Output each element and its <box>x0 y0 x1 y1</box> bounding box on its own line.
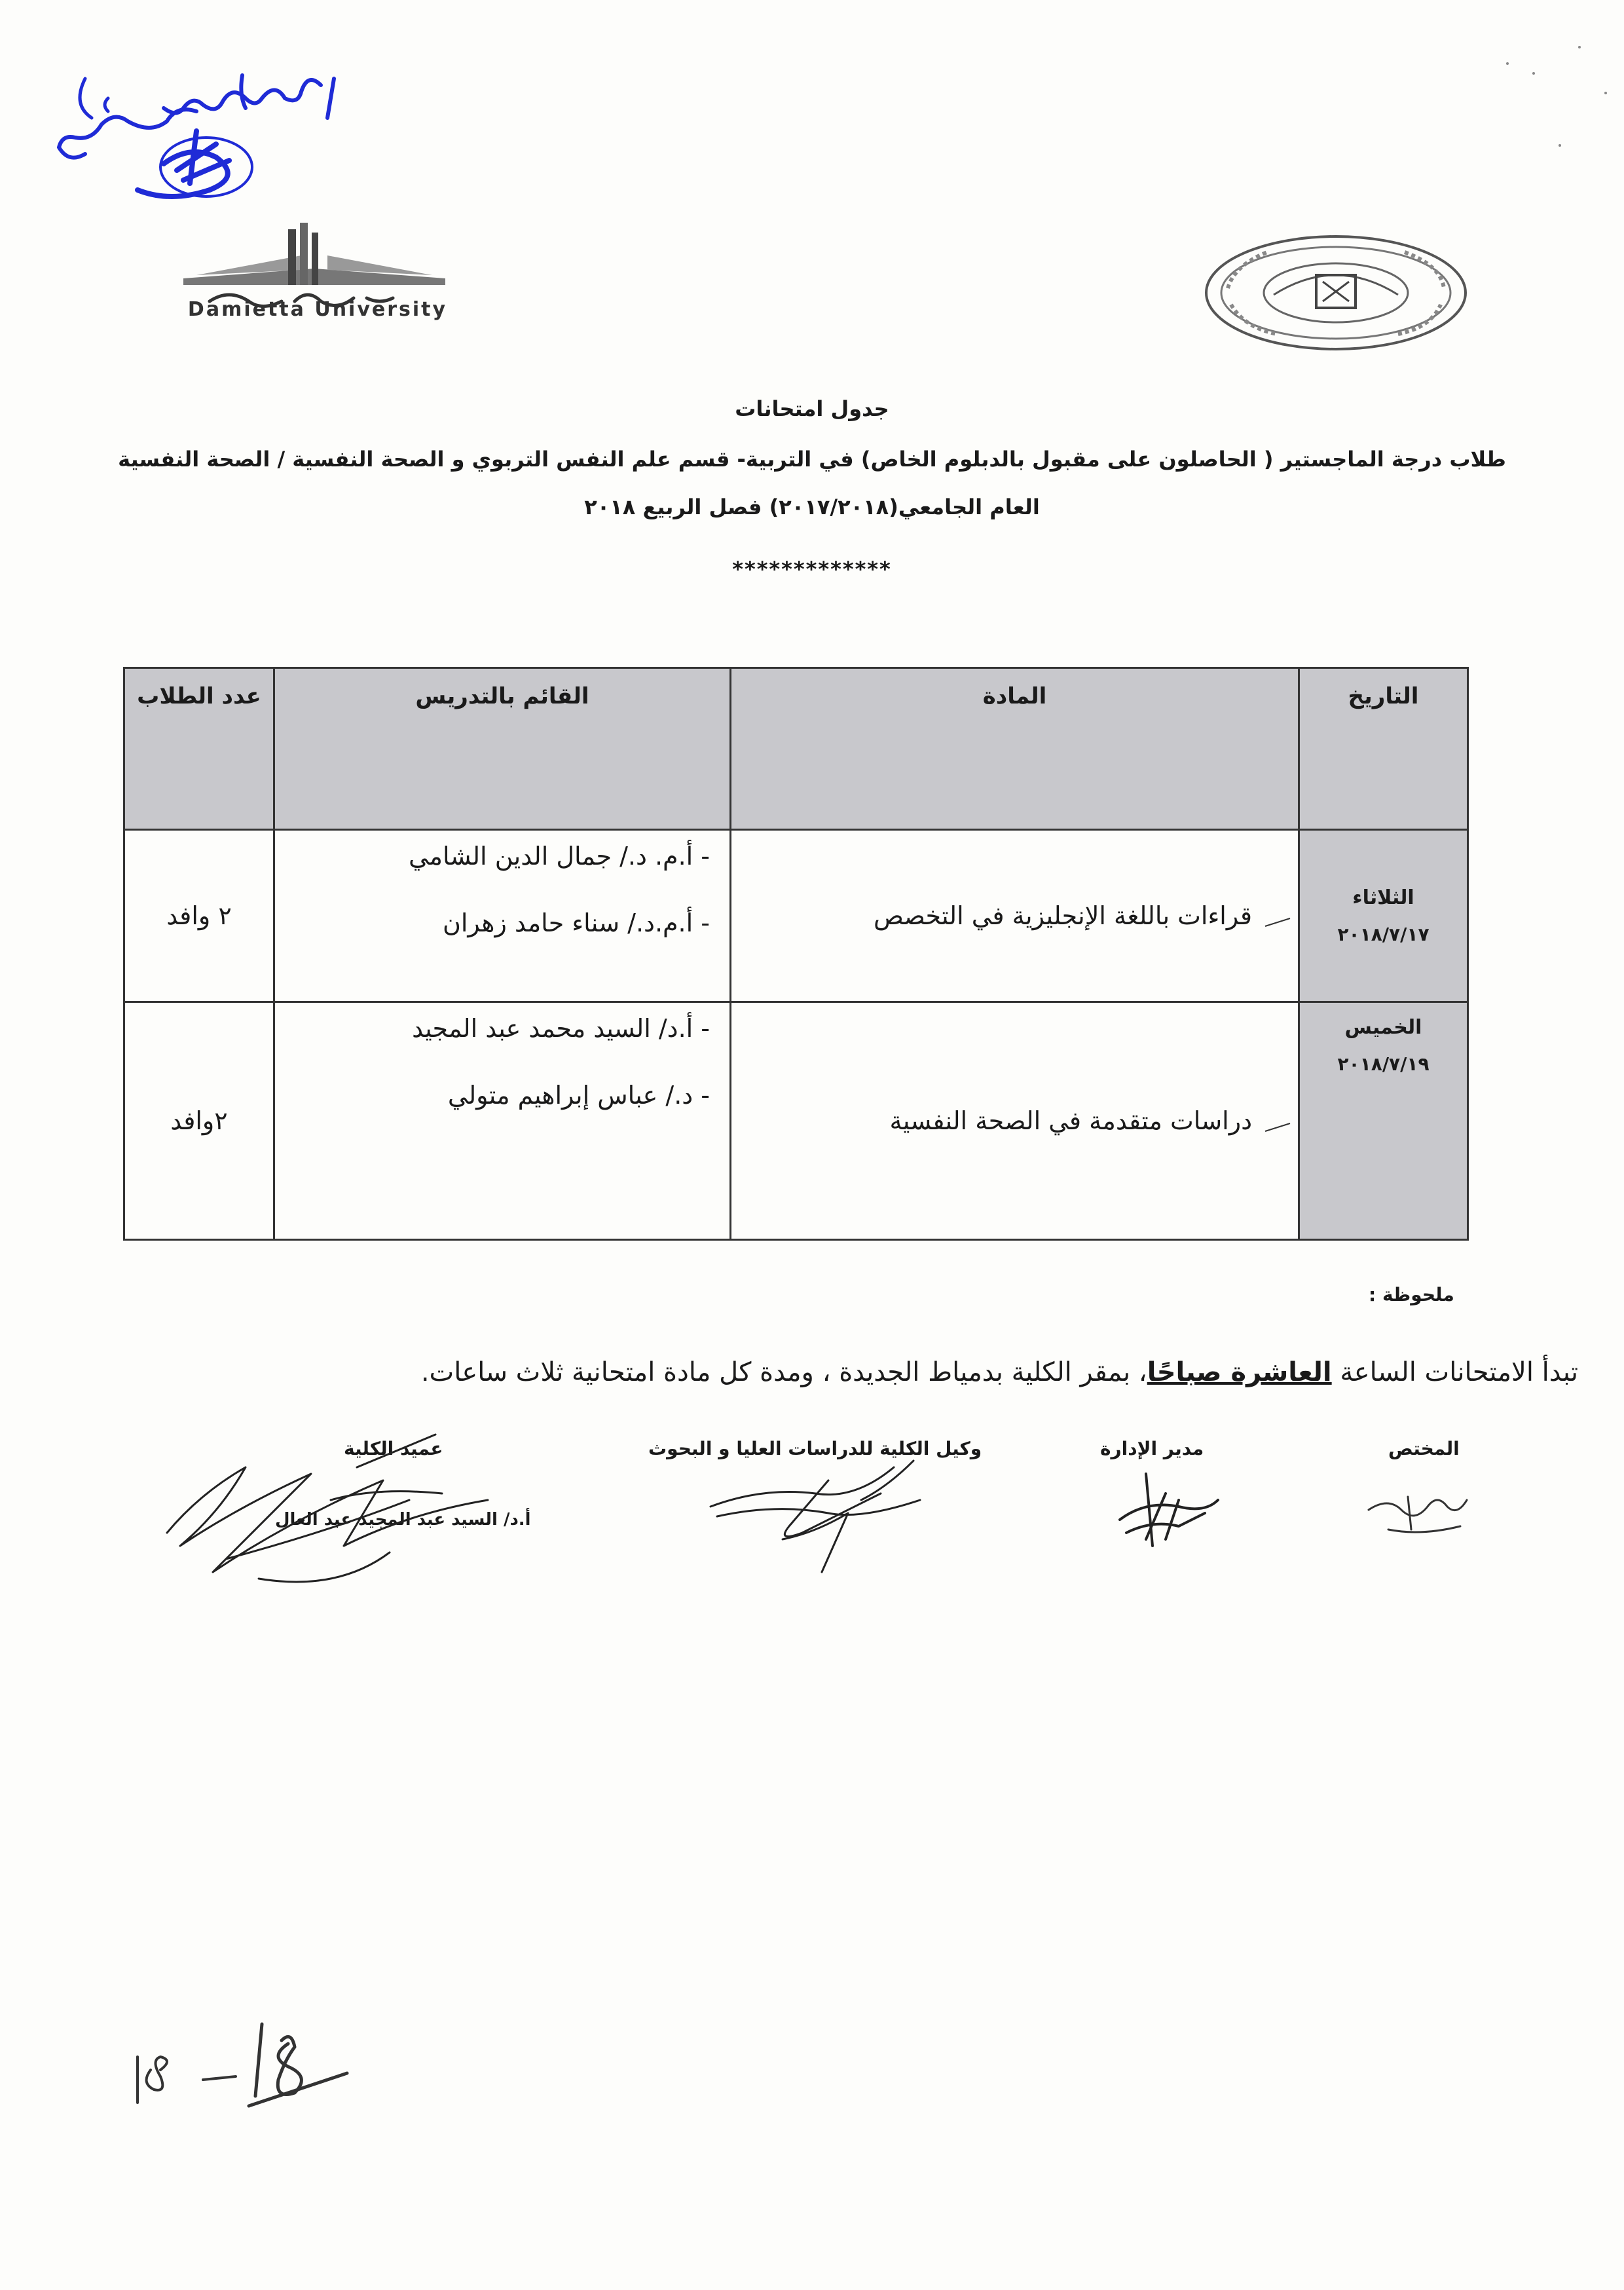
instructor-cell <box>274 830 731 1002</box>
header-subject: المادة <box>731 668 1299 830</box>
table-row <box>124 830 1468 1002</box>
page-title: جدول امتحانات <box>735 396 889 421</box>
student-count: ٢ وافد <box>124 830 274 1002</box>
page-subtitle: طلاب درجة الماجستير ( الحاصلون على مقبول بالدبلوم الخاص) في التربية- قسم علم النفس التربوي و الصحة النفسية / الصحة النفسية <box>118 447 1506 472</box>
subject-cell <box>731 830 1299 1002</box>
subject-cell <box>731 1002 1299 1240</box>
table-row <box>124 1002 1468 1240</box>
instructor-name: - أ.م. د./ جمال الدين الشامي <box>408 842 710 871</box>
scan-speck <box>1559 144 1561 147</box>
exam-day: الثلاثاء <box>1352 886 1414 909</box>
signature-label-vice-dean: وكيل الكلية للدراسات العليا و البحوث <box>648 1438 982 1459</box>
academic-year: العام الجامعي(٢٠١٧/٢٠١٨) فصل الربيع ٢٠١٨ <box>584 495 1040 519</box>
student-count: ٢وافد <box>124 1002 274 1240</box>
instructor-name: - أ.د/ السيد محمد عبد المجيد <box>412 1014 710 1043</box>
dean-signature <box>160 1428 527 1605</box>
exam-day: الخميس <box>1344 1016 1422 1039</box>
scan-speck <box>1578 46 1581 48</box>
university-name-en: Damietta University <box>187 298 448 321</box>
note-time: العاشرة صباحًا <box>1147 1357 1332 1387</box>
note-text-end: ، بمقر الكلية بدمياط الجديدة ، ومدة كل مادة امتحانية ثلاث ساعات. <box>420 1357 1147 1387</box>
separator-stars: ************* <box>732 557 892 582</box>
note-label: ملحوظة : <box>1369 1284 1454 1305</box>
scan-speck <box>1506 62 1509 65</box>
page-number <box>131 2018 367 2109</box>
signature-label-dean: عميد الكلية <box>344 1438 443 1459</box>
note-text-start: تبدأ الامتحانات الساعة <box>1340 1357 1578 1387</box>
handwritten-note <box>46 59 347 242</box>
exam-schedule-table <box>123 667 1469 1241</box>
table-header-row <box>124 668 1468 830</box>
note-text <box>421 1357 1578 1387</box>
signature-label-specialist: المختص <box>1388 1438 1460 1459</box>
specialist-signature <box>1362 1471 1473 1543</box>
scan-speck <box>1604 92 1607 94</box>
vice-dean-signature <box>704 1441 953 1579</box>
check-mark-icon <box>1263 916 1291 929</box>
admin-director-signature <box>1107 1467 1225 1552</box>
dean-name: أ.د/ السيد عبد المجيد عبد العال <box>275 1510 531 1530</box>
signature-label-admin-director: مدير الإدارة <box>1100 1438 1204 1459</box>
date-cell <box>1299 1002 1468 1240</box>
exam-date: ٢٠١٨/٧/١٩ <box>1337 1053 1430 1075</box>
faculty-seal <box>1202 233 1470 354</box>
exam-date: ٢٠١٨/٧/١٧ <box>1337 924 1430 945</box>
header-date: التاريخ <box>1299 668 1468 830</box>
header-instructor: القائم بالتدريس <box>274 668 731 830</box>
instructor-cell <box>274 1002 731 1240</box>
subject-name: قراءات باللغة الإنجليزية في التخصص <box>874 901 1252 930</box>
instructor-name: - د./ عباس إبراهيم متولي <box>447 1081 710 1110</box>
date-cell <box>1299 830 1468 1002</box>
check-mark-icon <box>1263 1121 1291 1134</box>
instructor-name: - أ.م.د./ سناء حامد زهران <box>442 909 710 937</box>
scan-speck <box>1532 72 1535 75</box>
subject-name: دراسات متقدمة في الصحة النفسية <box>889 1106 1252 1135</box>
header-count: عدد الطلاب <box>124 668 274 830</box>
